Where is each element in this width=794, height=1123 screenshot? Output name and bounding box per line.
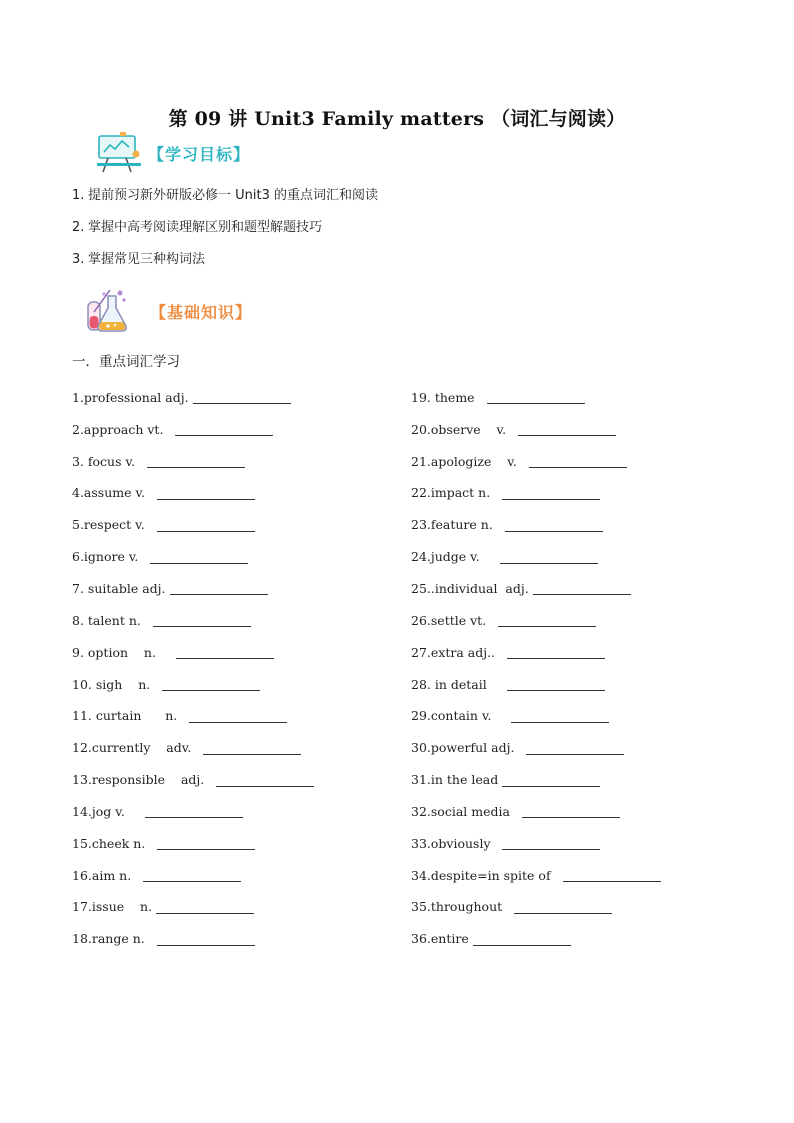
goal-number: 2. bbox=[72, 220, 85, 235]
answer-blank[interactable] bbox=[487, 391, 585, 404]
vocab-item bbox=[411, 509, 661, 541]
vocab-item bbox=[411, 700, 661, 732]
answer-blank[interactable] bbox=[203, 742, 301, 755]
vocab-item bbox=[411, 382, 661, 414]
vocabulary-column-left bbox=[72, 382, 314, 955]
vocab-item bbox=[72, 414, 314, 446]
vocab-item bbox=[411, 796, 661, 828]
answer-blank[interactable] bbox=[145, 805, 243, 818]
answer-blank[interactable] bbox=[157, 933, 255, 946]
answer-blank[interactable] bbox=[507, 678, 605, 691]
basic-knowledge-badge bbox=[84, 288, 252, 334]
answer-blank[interactable] bbox=[157, 837, 255, 850]
vocabulary-section-title: 一．重点词汇学习 bbox=[72, 354, 180, 370]
vocab-term: 23.feature n. bbox=[411, 517, 501, 533]
answer-blank[interactable] bbox=[189, 710, 287, 723]
answer-blank[interactable] bbox=[176, 646, 274, 659]
vocab-item bbox=[411, 860, 661, 892]
vocab-term: 13.responsible adj. bbox=[72, 772, 213, 788]
vocab-term: 29.contain v. bbox=[411, 708, 508, 724]
goal-text: 提前预习新外研版必修一 Unit3 的重点词汇和阅读 bbox=[88, 188, 378, 203]
answer-blank[interactable] bbox=[526, 742, 624, 755]
vocab-item bbox=[72, 541, 314, 573]
vocab-item bbox=[72, 382, 314, 414]
vocab-item bbox=[72, 605, 314, 637]
vocab-term: 9. option n. bbox=[72, 644, 172, 660]
vocab-term: 7. suitable adj. bbox=[72, 580, 166, 596]
vocab-term: 33.obviously bbox=[411, 835, 499, 851]
vocab-item bbox=[72, 509, 314, 541]
answer-blank[interactable] bbox=[157, 487, 255, 500]
vocab-item bbox=[411, 605, 661, 637]
answer-blank[interactable] bbox=[500, 551, 598, 564]
goal-item bbox=[72, 249, 378, 281]
vocab-term: 3. focus v. bbox=[72, 453, 143, 469]
vocab-term: 17.issue n. bbox=[72, 899, 153, 915]
page-title: 第 09 讲 Unit3 Family matters （词汇与阅读） bbox=[168, 108, 626, 130]
goal-item bbox=[72, 185, 378, 217]
vocab-item bbox=[72, 923, 314, 955]
vocab-item bbox=[72, 637, 314, 669]
vocab-term: 11. curtain n. bbox=[72, 708, 186, 724]
vocab-item bbox=[411, 764, 661, 796]
answer-blank[interactable] bbox=[533, 582, 631, 595]
vocab-item bbox=[411, 732, 661, 764]
learning-goals-list bbox=[72, 185, 378, 281]
answer-blank[interactable] bbox=[505, 519, 603, 532]
vocab-term: 19. theme bbox=[411, 389, 483, 405]
vocab-term: 14.jog v. bbox=[72, 803, 141, 819]
goal-number: 1. bbox=[72, 188, 85, 203]
vocab-item bbox=[411, 923, 661, 955]
vocab-term: 34.despite=in spite of bbox=[411, 867, 559, 883]
answer-blank[interactable] bbox=[216, 774, 314, 787]
answer-blank[interactable] bbox=[170, 582, 268, 595]
vocab-term: 12.currently adv. bbox=[72, 740, 200, 756]
vocab-term: 18.range n. bbox=[72, 931, 153, 947]
answer-blank[interactable] bbox=[507, 646, 605, 659]
vocab-term: 24.judge v. bbox=[411, 549, 496, 565]
answer-blank[interactable] bbox=[153, 614, 251, 627]
vocab-item bbox=[411, 573, 661, 605]
vocab-term: 5.respect v. bbox=[72, 517, 153, 533]
vocab-item bbox=[72, 478, 314, 510]
vocab-item bbox=[72, 700, 314, 732]
vocab-term: 1.professional adj. bbox=[72, 389, 189, 405]
vocab-term: 15.cheek n. bbox=[72, 835, 154, 851]
learning-goals-badge bbox=[96, 130, 250, 176]
vocab-term: 2.approach vt. bbox=[72, 421, 172, 437]
answer-blank[interactable] bbox=[529, 455, 627, 468]
goal-text: 掌握中高考阅读理解区别和题型解题技巧 bbox=[88, 220, 323, 235]
answer-blank[interactable] bbox=[162, 678, 260, 691]
goal-text: 掌握常见三种构词法 bbox=[88, 252, 206, 267]
goal-item bbox=[72, 217, 378, 249]
answer-blank[interactable] bbox=[563, 869, 661, 882]
answer-blank[interactable] bbox=[514, 901, 612, 914]
vocab-item bbox=[411, 541, 661, 573]
vocab-term: 22.impact n. bbox=[411, 485, 499, 501]
vocab-term: 21.apologize v. bbox=[411, 453, 525, 469]
vocab-term: 36.entire bbox=[411, 931, 469, 947]
answer-blank[interactable] bbox=[522, 805, 620, 818]
vocab-term: 20.observe v. bbox=[411, 421, 515, 437]
vocab-term: 32.social media bbox=[411, 803, 518, 819]
answer-blank[interactable] bbox=[175, 423, 273, 436]
vocab-item bbox=[411, 892, 661, 924]
vocab-item bbox=[411, 414, 661, 446]
answer-blank[interactable] bbox=[157, 519, 255, 532]
vocab-item bbox=[72, 764, 314, 796]
vocab-term: 27.extra adj.. bbox=[411, 644, 503, 660]
answer-blank[interactable] bbox=[502, 487, 600, 500]
answer-blank[interactable] bbox=[502, 837, 600, 850]
vocab-item bbox=[411, 669, 661, 701]
vocab-term: 25..individual adj. bbox=[411, 580, 529, 596]
vocab-item bbox=[72, 669, 314, 701]
presentation-board-icon bbox=[96, 130, 142, 176]
vocabulary-column-right bbox=[411, 382, 661, 955]
vocab-item bbox=[411, 828, 661, 860]
vocab-item bbox=[411, 446, 661, 478]
answer-blank[interactable] bbox=[473, 933, 571, 946]
vocab-item bbox=[72, 573, 314, 605]
vocab-term: 8. talent n. bbox=[72, 612, 149, 628]
answer-blank[interactable] bbox=[511, 710, 609, 723]
answer-blank[interactable] bbox=[502, 774, 600, 787]
vocab-term: 10. sigh n. bbox=[72, 676, 159, 692]
vocab-term: 30.powerful adj. bbox=[411, 740, 523, 756]
answer-blank[interactable] bbox=[143, 869, 241, 882]
vocab-item bbox=[72, 446, 314, 478]
vocab-term: 28. in detail bbox=[411, 676, 503, 692]
vocab-item bbox=[411, 478, 661, 510]
answer-blank[interactable] bbox=[156, 901, 254, 914]
vocab-item bbox=[72, 828, 314, 860]
vocab-item bbox=[72, 892, 314, 924]
vocab-item bbox=[72, 732, 314, 764]
vocab-item bbox=[411, 637, 661, 669]
answer-blank[interactable] bbox=[518, 423, 616, 436]
vocab-term: 16.aim n. bbox=[72, 867, 140, 883]
answer-blank[interactable] bbox=[150, 551, 248, 564]
answer-blank[interactable] bbox=[147, 455, 245, 468]
vocab-item bbox=[72, 860, 314, 892]
vocab-item bbox=[72, 796, 314, 828]
learning-goals-heading: 【学习目标】 bbox=[148, 144, 251, 164]
vocab-term: 35.throughout bbox=[411, 899, 511, 915]
lab-flask-icon bbox=[84, 288, 130, 334]
vocab-term: 31.in the lead bbox=[411, 772, 499, 788]
vocab-term: 6.ignore v. bbox=[72, 549, 147, 565]
goal-number: 3. bbox=[72, 252, 85, 267]
answer-blank[interactable] bbox=[498, 614, 596, 627]
basic-knowledge-heading: 【基础知识】 bbox=[150, 302, 253, 322]
answer-blank[interactable] bbox=[193, 391, 291, 404]
vocab-term: 4.assume v. bbox=[72, 485, 153, 501]
vocab-term: 26.settle vt. bbox=[411, 612, 495, 628]
